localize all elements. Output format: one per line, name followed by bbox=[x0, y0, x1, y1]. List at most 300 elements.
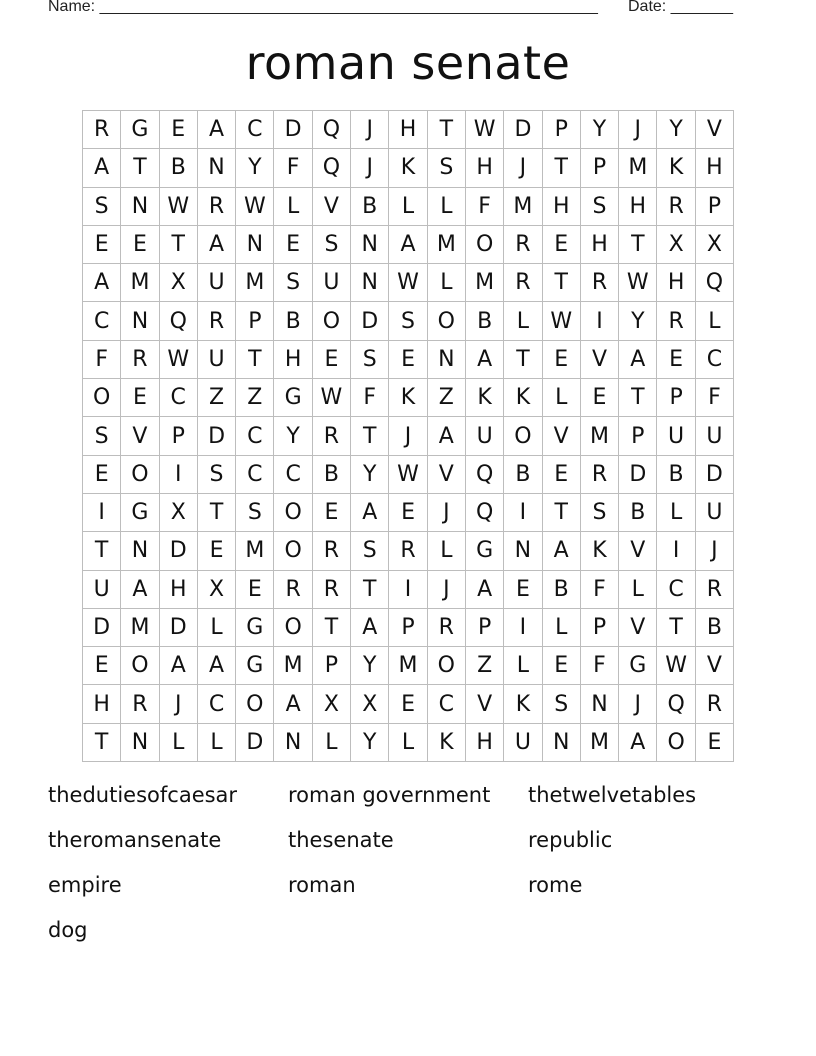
grid-cell[interactable]: A bbox=[619, 341, 657, 379]
grid-cell[interactable]: T bbox=[619, 226, 657, 264]
grid-cell[interactable]: A bbox=[83, 149, 121, 187]
grid-cell[interactable]: Y bbox=[581, 111, 619, 149]
grid-cell[interactable]: W bbox=[313, 379, 351, 417]
grid-cell[interactable]: S bbox=[83, 188, 121, 226]
grid-cell[interactable]: R bbox=[83, 111, 121, 149]
grid-cell[interactable]: E bbox=[657, 341, 695, 379]
grid-cell[interactable]: Q bbox=[466, 494, 504, 532]
grid-cell[interactable]: F bbox=[581, 647, 619, 685]
grid-cell[interactable]: H bbox=[83, 685, 121, 723]
grid-cell[interactable]: R bbox=[389, 532, 427, 570]
grid-cell[interactable]: E bbox=[581, 379, 619, 417]
grid-cell[interactable]: F bbox=[581, 571, 619, 609]
grid-cell[interactable]: H bbox=[619, 188, 657, 226]
grid-cell[interactable]: E bbox=[504, 571, 542, 609]
grid-cell[interactable]: C bbox=[236, 417, 274, 455]
grid-cell[interactable]: Y bbox=[351, 456, 389, 494]
grid-cell[interactable]: B bbox=[466, 302, 504, 340]
grid-cell[interactable]: C bbox=[274, 456, 312, 494]
grid-cell[interactable]: S bbox=[83, 417, 121, 455]
grid-cell[interactable]: L bbox=[504, 302, 542, 340]
grid-cell[interactable]: S bbox=[428, 149, 466, 187]
grid-cell[interactable]: P bbox=[543, 111, 581, 149]
grid-cell[interactable]: T bbox=[543, 494, 581, 532]
grid-cell[interactable]: M bbox=[389, 647, 427, 685]
grid-cell[interactable]: G bbox=[274, 379, 312, 417]
grid-cell[interactable]: W bbox=[389, 456, 427, 494]
grid-cell[interactable]: T bbox=[504, 341, 542, 379]
grid-cell[interactable]: Q bbox=[466, 456, 504, 494]
grid-cell[interactable]: M bbox=[504, 188, 542, 226]
grid-cell[interactable]: A bbox=[351, 609, 389, 647]
grid-cell[interactable]: S bbox=[351, 532, 389, 570]
grid-cell[interactable]: N bbox=[121, 302, 159, 340]
grid-cell[interactable]: W bbox=[160, 341, 198, 379]
grid-cell[interactable]: D bbox=[160, 532, 198, 570]
grid-cell[interactable]: H bbox=[466, 724, 504, 762]
grid-cell[interactable]: E bbox=[313, 494, 351, 532]
grid-cell[interactable]: N bbox=[121, 532, 159, 570]
word-list-item: roman bbox=[288, 873, 356, 897]
grid-cell[interactable]: T bbox=[83, 724, 121, 762]
word-list-item: republic bbox=[528, 828, 613, 852]
grid-cell[interactable]: G bbox=[619, 647, 657, 685]
grid-cell[interactable]: P bbox=[696, 188, 734, 226]
grid-cell[interactable]: P bbox=[581, 609, 619, 647]
grid-cell[interactable]: Y bbox=[351, 647, 389, 685]
grid-cell[interactable]: E bbox=[160, 111, 198, 149]
word-list-item: roman government bbox=[288, 783, 491, 807]
word-list-item: theromansenate bbox=[48, 828, 222, 852]
grid-cell[interactable]: E bbox=[543, 341, 581, 379]
grid-cell[interactable]: N bbox=[121, 724, 159, 762]
grid-cell[interactable]: R bbox=[274, 571, 312, 609]
grid-cell[interactable]: Y bbox=[619, 302, 657, 340]
grid-cell[interactable]: A bbox=[351, 494, 389, 532]
grid-cell[interactable]: G bbox=[236, 609, 274, 647]
grid-cell[interactable]: H bbox=[389, 111, 427, 149]
grid-cell[interactable]: K bbox=[389, 379, 427, 417]
grid-cell[interactable]: Y bbox=[351, 724, 389, 762]
grid-cell[interactable]: E bbox=[543, 226, 581, 264]
grid-cell[interactable]: O bbox=[274, 609, 312, 647]
grid-cell[interactable]: Q bbox=[160, 302, 198, 340]
grid-cell[interactable]: V bbox=[619, 532, 657, 570]
grid-cell[interactable]: F bbox=[351, 379, 389, 417]
grid-cell[interactable]: T bbox=[657, 609, 695, 647]
grid-cell[interactable]: S bbox=[313, 226, 351, 264]
grid-cell[interactable]: L bbox=[543, 379, 581, 417]
grid-cell[interactable]: R bbox=[696, 571, 734, 609]
grid-cell[interactable]: C bbox=[198, 685, 236, 723]
grid-cell[interactable]: E bbox=[121, 379, 159, 417]
grid-cell[interactable]: G bbox=[466, 532, 504, 570]
grid-cell[interactable]: T bbox=[160, 226, 198, 264]
grid-cell[interactable]: B bbox=[274, 302, 312, 340]
word-list-item: empire bbox=[48, 873, 122, 897]
grid-cell[interactable]: F bbox=[274, 149, 312, 187]
grid-cell[interactable]: A bbox=[428, 417, 466, 455]
word-list bbox=[48, 775, 768, 955]
grid-cell[interactable]: N bbox=[351, 226, 389, 264]
grid-cell[interactable]: E bbox=[83, 226, 121, 264]
grid-cell[interactable]: O bbox=[313, 302, 351, 340]
grid-cell[interactable]: N bbox=[504, 532, 542, 570]
grid-cell[interactable]: D bbox=[236, 724, 274, 762]
grid-cell[interactable]: I bbox=[504, 494, 542, 532]
grid-cell[interactable]: I bbox=[504, 609, 542, 647]
grid-cell[interactable]: J bbox=[504, 149, 542, 187]
grid-cell[interactable]: R bbox=[428, 609, 466, 647]
grid-cell[interactable]: V bbox=[121, 417, 159, 455]
grid-cell[interactable]: R bbox=[657, 302, 695, 340]
grid-cell[interactable]: E bbox=[198, 532, 236, 570]
grid-cell[interactable]: L bbox=[504, 647, 542, 685]
grid-cell[interactable]: W bbox=[389, 264, 427, 302]
grid-cell[interactable]: L bbox=[389, 724, 427, 762]
grid-cell[interactable]: T bbox=[83, 532, 121, 570]
grid-cell[interactable]: J bbox=[428, 571, 466, 609]
grid-cell[interactable]: G bbox=[236, 647, 274, 685]
grid-cell[interactable]: P bbox=[466, 609, 504, 647]
grid-cell[interactable]: M bbox=[581, 724, 619, 762]
grid-cell[interactable]: P bbox=[160, 417, 198, 455]
grid-cell[interactable]: B bbox=[313, 456, 351, 494]
grid-cell[interactable]: N bbox=[121, 188, 159, 226]
grid-cell[interactable]: K bbox=[504, 685, 542, 723]
grid-cell[interactable]: X bbox=[160, 264, 198, 302]
grid-cell[interactable]: J bbox=[351, 149, 389, 187]
grid-cell[interactable]: I bbox=[657, 532, 695, 570]
grid-cell[interactable]: R bbox=[121, 341, 159, 379]
grid-cell[interactable]: M bbox=[236, 264, 274, 302]
grid-cell[interactable]: X bbox=[351, 685, 389, 723]
grid-cell[interactable]: A bbox=[274, 685, 312, 723]
grid-cell[interactable]: M bbox=[581, 417, 619, 455]
grid-cell[interactable]: D bbox=[274, 111, 312, 149]
grid-cell[interactable]: N bbox=[236, 226, 274, 264]
grid-cell[interactable]: G bbox=[121, 494, 159, 532]
grid-cell[interactable]: E bbox=[274, 226, 312, 264]
grid-cell[interactable]: E bbox=[83, 647, 121, 685]
grid-cell[interactable]: H bbox=[696, 149, 734, 187]
grid-cell[interactable]: T bbox=[121, 149, 159, 187]
grid-cell[interactable]: E bbox=[389, 685, 427, 723]
grid-cell[interactable]: D bbox=[504, 111, 542, 149]
grid-cell[interactable]: K bbox=[581, 532, 619, 570]
grid-cell[interactable]: P bbox=[657, 379, 695, 417]
grid-cell[interactable]: J bbox=[389, 417, 427, 455]
grid-cell[interactable]: C bbox=[160, 379, 198, 417]
grid-cell[interactable]: N bbox=[198, 149, 236, 187]
grid-cell[interactable]: P bbox=[313, 647, 351, 685]
grid-cell[interactable]: Y bbox=[236, 149, 274, 187]
grid-cell[interactable]: L bbox=[657, 494, 695, 532]
grid-cell[interactable]: E bbox=[313, 341, 351, 379]
grid-cell[interactable]: J bbox=[619, 111, 657, 149]
grid-cell[interactable]: V bbox=[313, 188, 351, 226]
grid-cell[interactable]: S bbox=[581, 494, 619, 532]
grid-cell[interactable]: C bbox=[696, 341, 734, 379]
grid-cell[interactable]: K bbox=[466, 379, 504, 417]
grid-cell[interactable]: O bbox=[274, 532, 312, 570]
grid-cell[interactable]: D bbox=[83, 609, 121, 647]
grid-cell[interactable]: Z bbox=[466, 647, 504, 685]
grid-cell[interactable]: E bbox=[389, 494, 427, 532]
grid-cell[interactable]: E bbox=[696, 724, 734, 762]
word-list-item: thetwelvetables bbox=[528, 783, 697, 807]
grid-cell[interactable]: C bbox=[83, 302, 121, 340]
grid-cell[interactable]: U bbox=[313, 264, 351, 302]
grid-cell[interactable]: S bbox=[389, 302, 427, 340]
grid-cell[interactable]: E bbox=[543, 456, 581, 494]
grid-cell[interactable]: I bbox=[160, 456, 198, 494]
grid-cell[interactable]: E bbox=[389, 341, 427, 379]
grid-cell[interactable]: W bbox=[543, 302, 581, 340]
grid-cell[interactable]: V bbox=[543, 417, 581, 455]
grid-cell[interactable]: R bbox=[313, 571, 351, 609]
grid-cell[interactable]: C bbox=[236, 456, 274, 494]
grid-cell[interactable]: A bbox=[198, 226, 236, 264]
grid-cell[interactable]: U bbox=[83, 571, 121, 609]
grid-cell[interactable]: U bbox=[696, 494, 734, 532]
grid-cell[interactable]: J bbox=[428, 494, 466, 532]
grid-cell[interactable]: R bbox=[581, 456, 619, 494]
grid-cell[interactable]: A bbox=[198, 111, 236, 149]
grid-cell[interactable]: V bbox=[428, 456, 466, 494]
grid-cell[interactable]: H bbox=[160, 571, 198, 609]
grid-cell[interactable]: K bbox=[428, 724, 466, 762]
grid-cell[interactable]: L bbox=[543, 609, 581, 647]
grid-cell[interactable]: L bbox=[198, 724, 236, 762]
grid-cell[interactable]: V bbox=[696, 647, 734, 685]
grid-cell[interactable]: U bbox=[504, 724, 542, 762]
grid-cell[interactable]: I bbox=[389, 571, 427, 609]
grid-cell[interactable]: O bbox=[504, 417, 542, 455]
grid-cell[interactable]: R bbox=[198, 302, 236, 340]
grid-cell[interactable]: L bbox=[428, 188, 466, 226]
grid-cell[interactable]: A bbox=[389, 226, 427, 264]
grid-cell[interactable]: B bbox=[657, 456, 695, 494]
grid-cell[interactable]: T bbox=[351, 417, 389, 455]
grid-cell[interactable]: M bbox=[466, 264, 504, 302]
grid-cell[interactable]: A bbox=[466, 341, 504, 379]
grid-cell[interactable]: A bbox=[466, 571, 504, 609]
grid-cell[interactable]: B bbox=[504, 456, 542, 494]
grid-cell[interactable]: L bbox=[198, 609, 236, 647]
grid-cell[interactable]: U bbox=[696, 417, 734, 455]
grid-cell[interactable]: A bbox=[160, 647, 198, 685]
letter-grid bbox=[82, 110, 734, 762]
grid-cell[interactable]: D bbox=[198, 417, 236, 455]
grid-cell[interactable]: O bbox=[121, 647, 159, 685]
grid-cell[interactable]: W bbox=[160, 188, 198, 226]
grid-cell[interactable]: T bbox=[236, 341, 274, 379]
grid-cell[interactable]: P bbox=[389, 609, 427, 647]
grid-cell[interactable]: Y bbox=[657, 111, 695, 149]
grid-cell[interactable]: M bbox=[121, 609, 159, 647]
grid-cell[interactable]: B bbox=[160, 149, 198, 187]
grid-cell[interactable]: U bbox=[198, 264, 236, 302]
grid-cell[interactable]: I bbox=[581, 302, 619, 340]
grid-cell[interactable]: L bbox=[160, 724, 198, 762]
grid-cell[interactable]: X bbox=[160, 494, 198, 532]
grid-cell[interactable]: Z bbox=[428, 379, 466, 417]
grid-cell[interactable]: A bbox=[619, 724, 657, 762]
grid-cell[interactable]: Q bbox=[313, 149, 351, 187]
grid-cell[interactable]: T bbox=[543, 149, 581, 187]
grid-cell[interactable]: Z bbox=[198, 379, 236, 417]
grid-cell[interactable]: B bbox=[619, 494, 657, 532]
grid-cell[interactable]: R bbox=[657, 188, 695, 226]
grid-cell[interactable]: B bbox=[543, 571, 581, 609]
grid-cell[interactable]: R bbox=[504, 264, 542, 302]
grid-cell[interactable]: X bbox=[313, 685, 351, 723]
grid-cell[interactable]: O bbox=[83, 379, 121, 417]
grid-cell[interactable]: C bbox=[657, 571, 695, 609]
grid-cell[interactable]: F bbox=[83, 341, 121, 379]
grid-cell[interactable]: T bbox=[619, 379, 657, 417]
grid-cell[interactable]: H bbox=[466, 149, 504, 187]
grid-cell[interactable]: M bbox=[121, 264, 159, 302]
grid-cell[interactable]: O bbox=[428, 647, 466, 685]
grid-cell[interactable]: E bbox=[236, 571, 274, 609]
grid-cell[interactable]: V bbox=[619, 609, 657, 647]
word-list-item: thesenate bbox=[288, 828, 394, 852]
grid-cell[interactable]: M bbox=[274, 647, 312, 685]
grid-cell[interactable]: P bbox=[236, 302, 274, 340]
grid-cell[interactable]: D bbox=[696, 456, 734, 494]
grid-cell[interactable]: W bbox=[657, 647, 695, 685]
grid-cell[interactable]: D bbox=[351, 302, 389, 340]
grid-cell[interactable]: Y bbox=[274, 417, 312, 455]
grid-cell[interactable]: R bbox=[581, 264, 619, 302]
grid-cell[interactable]: I bbox=[83, 494, 121, 532]
grid-cell[interactable]: L bbox=[428, 532, 466, 570]
grid-cell[interactable]: S bbox=[351, 341, 389, 379]
grid-cell[interactable]: A bbox=[121, 571, 159, 609]
grid-cell[interactable]: S bbox=[581, 188, 619, 226]
grid-cell[interactable]: O bbox=[236, 685, 274, 723]
grid-cell[interactable]: A bbox=[543, 532, 581, 570]
grid-cell[interactable]: K bbox=[657, 149, 695, 187]
grid-cell[interactable]: V bbox=[696, 111, 734, 149]
grid-cell[interactable]: S bbox=[274, 264, 312, 302]
grid-cell[interactable]: P bbox=[581, 149, 619, 187]
grid-cell[interactable]: T bbox=[351, 571, 389, 609]
grid-cell[interactable]: H bbox=[543, 188, 581, 226]
grid-cell[interactable]: X bbox=[657, 226, 695, 264]
grid-cell[interactable]: N bbox=[581, 685, 619, 723]
grid-cell[interactable]: K bbox=[389, 149, 427, 187]
grid-cell[interactable]: U bbox=[198, 341, 236, 379]
grid-cell[interactable]: G bbox=[121, 111, 159, 149]
grid-cell[interactable]: D bbox=[160, 609, 198, 647]
grid-cell[interactable]: B bbox=[696, 609, 734, 647]
grid-cell[interactable]: Q bbox=[313, 111, 351, 149]
grid-cell[interactable]: W bbox=[466, 111, 504, 149]
grid-cell[interactable]: R bbox=[696, 685, 734, 723]
grid-cell[interactable]: J bbox=[351, 111, 389, 149]
grid-cell[interactable]: O bbox=[428, 302, 466, 340]
grid-cell[interactable]: O bbox=[121, 456, 159, 494]
grid-cell[interactable]: A bbox=[83, 264, 121, 302]
grid-cell[interactable]: L bbox=[389, 188, 427, 226]
grid-cell[interactable]: X bbox=[696, 226, 734, 264]
date-field-label: Date: _______ bbox=[628, 0, 733, 15]
grid-cell[interactable]: N bbox=[274, 724, 312, 762]
grid-cell[interactable]: R bbox=[198, 188, 236, 226]
grid-cell[interactable]: E bbox=[83, 456, 121, 494]
grid-cell[interactable]: F bbox=[466, 188, 504, 226]
grid-cell[interactable]: N bbox=[543, 724, 581, 762]
word-list-item: thedutiesofcaesar bbox=[48, 783, 238, 807]
grid-cell[interactable]: S bbox=[543, 685, 581, 723]
grid-cell[interactable]: Z bbox=[236, 379, 274, 417]
grid-cell[interactable]: L bbox=[313, 724, 351, 762]
grid-cell[interactable]: J bbox=[160, 685, 198, 723]
grid-cell[interactable]: R bbox=[121, 685, 159, 723]
grid-cell[interactable]: L bbox=[274, 188, 312, 226]
grid-cell[interactable]: M bbox=[236, 532, 274, 570]
grid-cell[interactable]: X bbox=[198, 571, 236, 609]
grid-cell[interactable]: S bbox=[198, 456, 236, 494]
grid-cell[interactable]: R bbox=[313, 532, 351, 570]
grid-cell[interactable]: T bbox=[198, 494, 236, 532]
grid-cell[interactable]: T bbox=[313, 609, 351, 647]
grid-cell[interactable]: H bbox=[274, 341, 312, 379]
grid-cell[interactable]: J bbox=[696, 532, 734, 570]
grid-cell[interactable]: T bbox=[428, 111, 466, 149]
grid-cell[interactable]: O bbox=[657, 724, 695, 762]
grid-cell[interactable]: P bbox=[619, 417, 657, 455]
grid-cell[interactable]: Q bbox=[657, 685, 695, 723]
grid-cell[interactable]: O bbox=[274, 494, 312, 532]
grid-cell[interactable]: V bbox=[466, 685, 504, 723]
grid-cell[interactable]: E bbox=[543, 647, 581, 685]
grid-cell[interactable]: U bbox=[466, 417, 504, 455]
grid-cell[interactable]: W bbox=[619, 264, 657, 302]
grid-cell[interactable]: C bbox=[428, 685, 466, 723]
grid-cell[interactable]: O bbox=[466, 226, 504, 264]
grid-cell[interactable]: L bbox=[428, 264, 466, 302]
grid-cell[interactable]: M bbox=[619, 149, 657, 187]
grid-cell[interactable]: F bbox=[696, 379, 734, 417]
grid-cell[interactable]: D bbox=[619, 456, 657, 494]
grid-cell[interactable]: A bbox=[198, 647, 236, 685]
grid-cell[interactable]: C bbox=[236, 111, 274, 149]
grid-cell[interactable]: K bbox=[504, 379, 542, 417]
grid-cell[interactable]: R bbox=[313, 417, 351, 455]
grid-cell[interactable]: R bbox=[504, 226, 542, 264]
grid-cell[interactable]: V bbox=[581, 341, 619, 379]
grid-cell[interactable]: H bbox=[581, 226, 619, 264]
grid-cell[interactable]: L bbox=[696, 302, 734, 340]
grid-cell[interactable]: N bbox=[428, 341, 466, 379]
grid-cell[interactable]: H bbox=[657, 264, 695, 302]
grid-cell[interactable]: B bbox=[351, 188, 389, 226]
grid-cell[interactable]: Q bbox=[696, 264, 734, 302]
grid-cell[interactable]: J bbox=[619, 685, 657, 723]
grid-cell[interactable]: M bbox=[428, 226, 466, 264]
grid-cell[interactable]: T bbox=[543, 264, 581, 302]
grid-cell[interactable]: S bbox=[236, 494, 274, 532]
grid-cell[interactable]: L bbox=[619, 571, 657, 609]
grid-cell[interactable]: N bbox=[351, 264, 389, 302]
grid-cell[interactable]: E bbox=[121, 226, 159, 264]
grid-cell[interactable]: U bbox=[657, 417, 695, 455]
grid-cell[interactable]: W bbox=[236, 188, 274, 226]
